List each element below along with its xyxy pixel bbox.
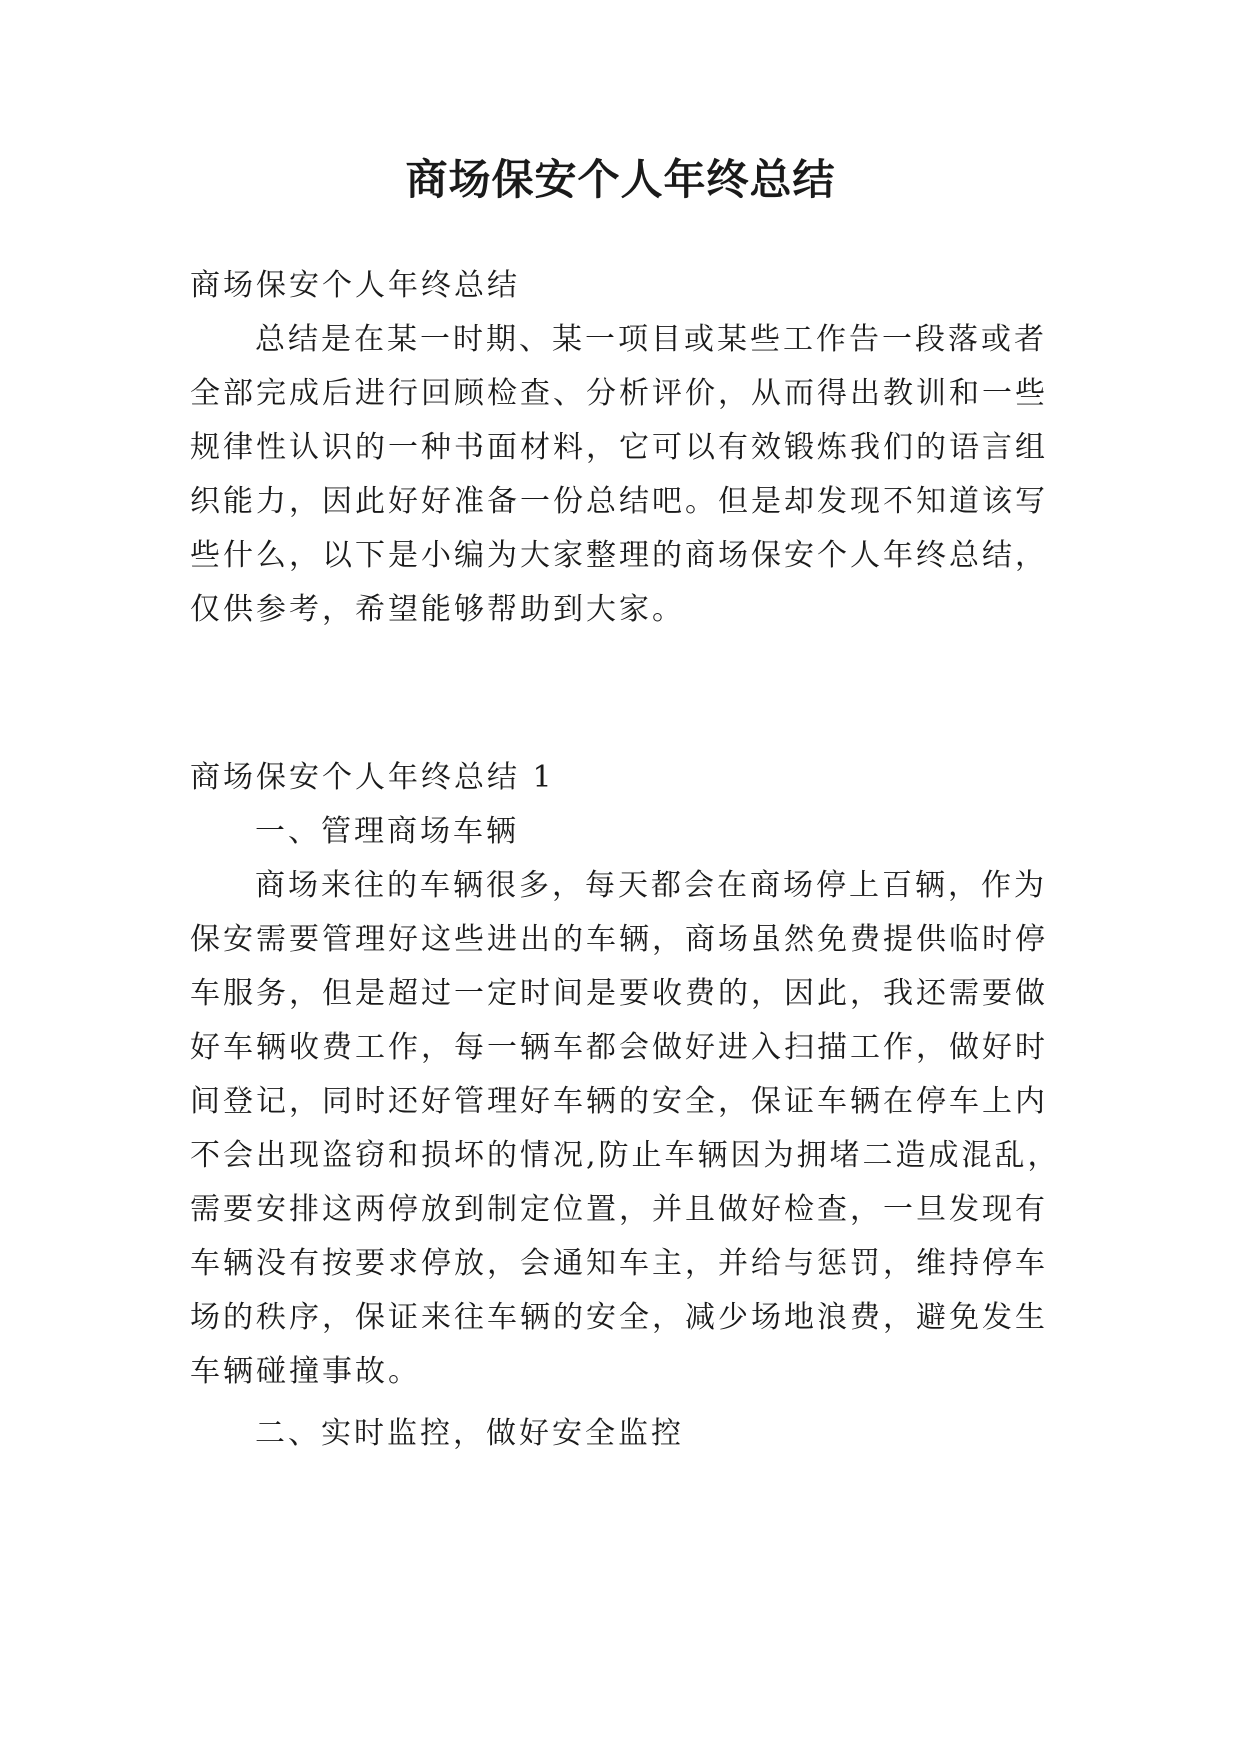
- paragraph-line: 好车辆收费工作，每一辆车都会做好进入扫描工作，做好时: [190, 1030, 1048, 1065]
- paragraph-line: 间登记，同时还好管理好车辆的安全，保证车辆在停车上内: [190, 1084, 1048, 1119]
- paragraph-line: 规律性认识的一种书面材料，它可以有效锻炼我们的语言组: [190, 430, 1048, 465]
- paragraph-line: 不会出现盗窃和损坏的情况,防止车辆因为拥堵二造成混乱，: [190, 1138, 1061, 1173]
- subsection-heading: 一、管理商场车辆: [255, 814, 519, 849]
- paragraph-line: 场的秩序，保证来往车辆的安全，减少场地浪费，避免发生: [190, 1300, 1048, 1335]
- paragraph-line: 织能力，因此好好准备一份总结吧。但是却发现不知道该写: [190, 484, 1048, 519]
- paragraph-line: 总结是在某一时期、某一项目或某些工作告一段落或者: [255, 322, 1047, 357]
- paragraph-line: 需要安排这两停放到制定位置，并且做好检查，一旦发现有: [190, 1192, 1048, 1227]
- paragraph-line: 保安需要管理好这些进出的车辆，商场虽然免费提供临时停: [190, 922, 1048, 957]
- paragraph-line: 车服务，但是超过一定时间是要收费的，因此，我还需要做: [190, 976, 1048, 1011]
- section-heading: 商场保安个人年终总结 1: [190, 760, 555, 795]
- paragraph-line: 商场来往的车辆很多，每天都会在商场停上百辆，作为: [255, 868, 1047, 903]
- paragraph-line: 车辆碰撞事故。: [190, 1354, 421, 1389]
- subsection-heading: 二、实时监控，做好安全监控: [255, 1416, 684, 1451]
- paragraph-line: 全部完成后进行回顾检查、分析评价，从而得出教训和一些: [190, 376, 1048, 411]
- intro-heading: 商场保安个人年终总结: [190, 268, 520, 303]
- document-title: 商场保安个人年终总结: [405, 155, 836, 204]
- paragraph-line: 些什么，以下是小编为大家整理的商场保安个人年终总结，: [190, 538, 1048, 573]
- paragraph-line: 仅供参考，希望能够帮助到大家。: [190, 592, 685, 627]
- paragraph-line: 车辆没有按要求停放，会通知车主，并给与惩罚，维持停车: [190, 1246, 1048, 1281]
